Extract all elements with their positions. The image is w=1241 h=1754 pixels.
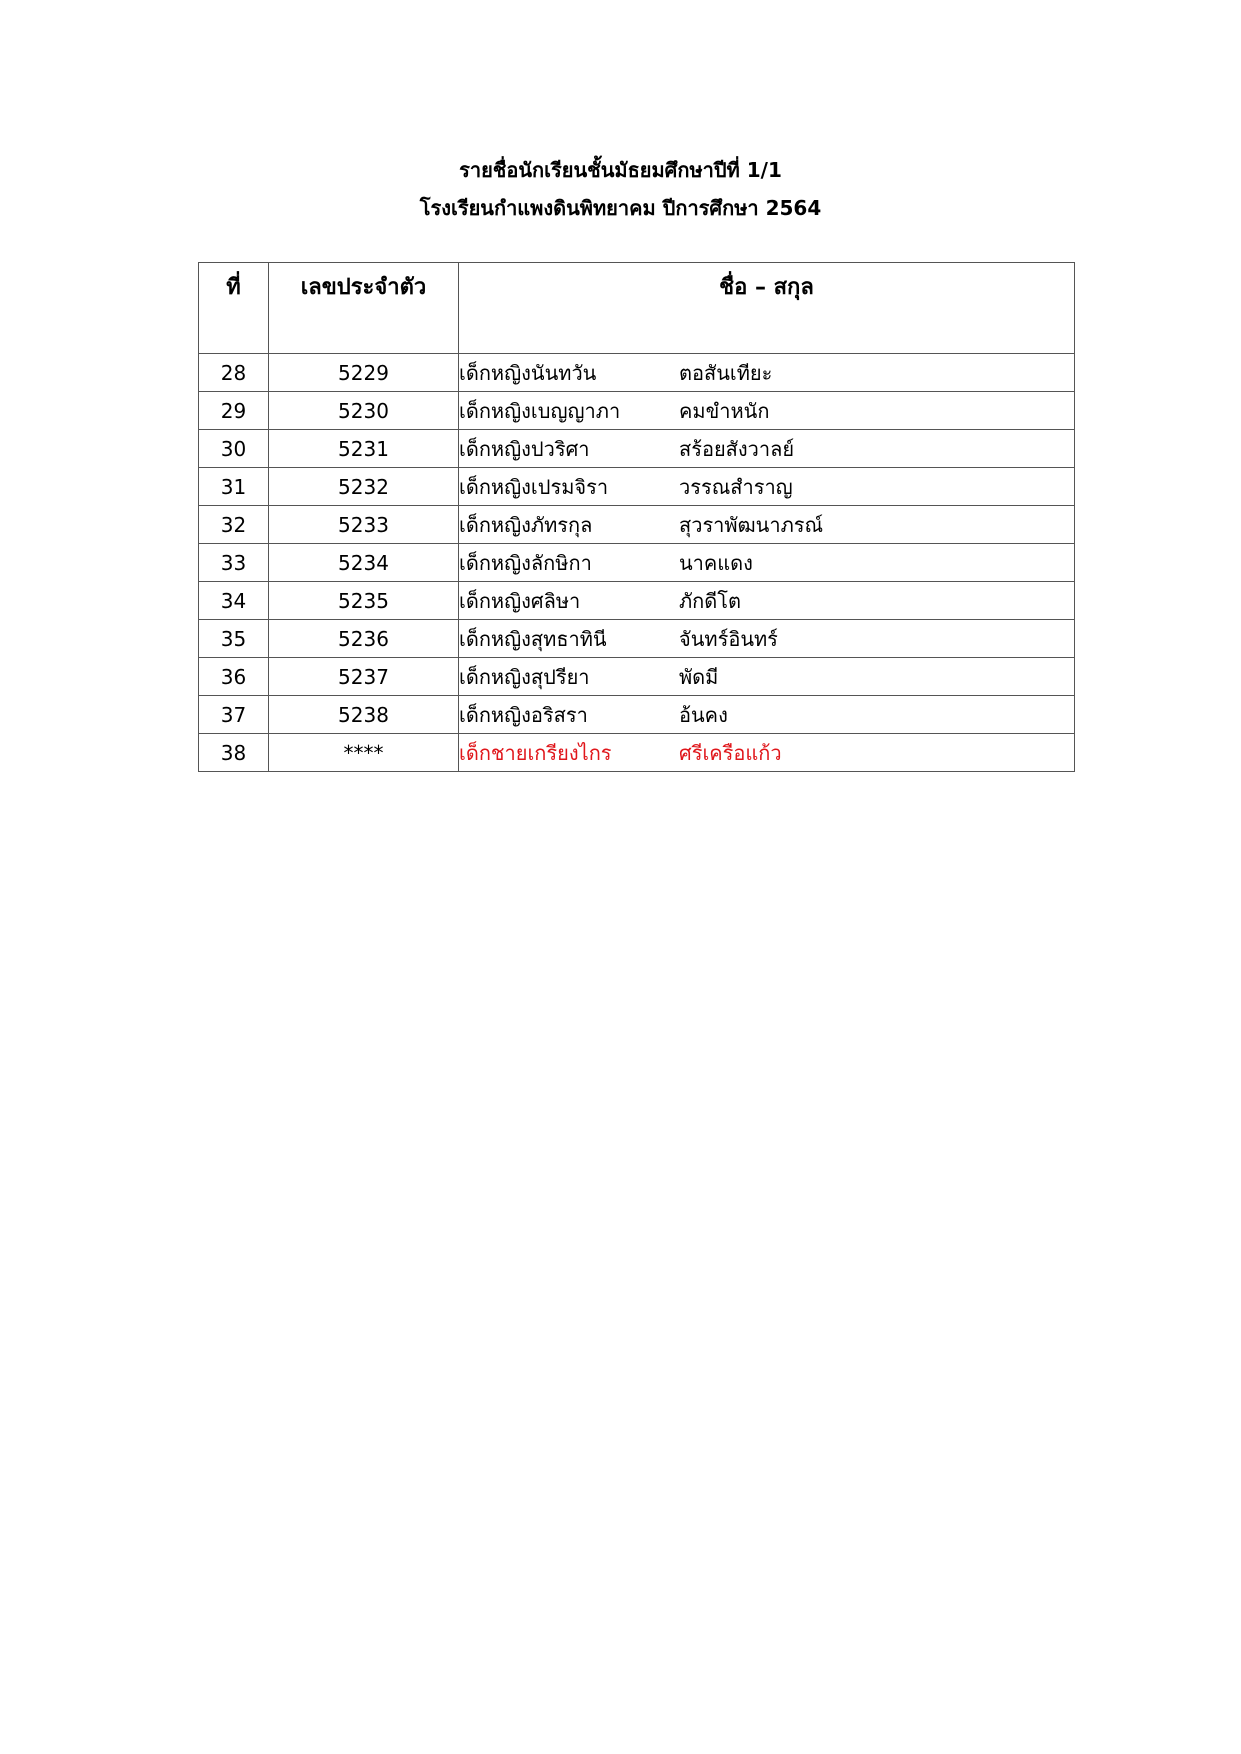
student-id: 5238	[269, 696, 459, 734]
row-number: 37	[199, 696, 269, 734]
student-name-cell	[459, 392, 1075, 430]
student-last-name: ภักดีโต	[679, 588, 742, 613]
student-id: ****	[269, 734, 459, 772]
student-name-cell	[459, 354, 1075, 392]
student-id: 5237	[269, 658, 459, 696]
student-name-cell	[459, 620, 1075, 658]
table-row	[199, 430, 1075, 468]
student-id: 5236	[269, 620, 459, 658]
student-last-name: คมขำหนัก	[679, 398, 770, 423]
student-first-name: เด็กหญิงสุทธาทินี	[459, 626, 607, 651]
table-row	[199, 354, 1075, 392]
student-last-name: ตอสันเทียะ	[679, 360, 773, 385]
row-number: 38	[199, 734, 269, 772]
student-name-cell	[459, 506, 1075, 544]
student-last-name: นาคแดง	[679, 550, 753, 575]
table-row	[199, 696, 1075, 734]
student-name-cell	[459, 544, 1075, 582]
student-last-name: ศรีเครือแก้ว	[679, 740, 782, 765]
row-number: 36	[199, 658, 269, 696]
student-last-name: พัดมี	[679, 664, 719, 689]
table-row	[199, 468, 1075, 506]
student-last-name: จันทร์อินทร์	[679, 626, 778, 651]
table-row	[199, 658, 1075, 696]
row-number: 28	[199, 354, 269, 392]
student-first-name: เด็กหญิงปวริศา	[459, 436, 590, 461]
student-first-name: เด็กหญิงศลิษา	[459, 588, 581, 613]
table-row	[199, 620, 1075, 658]
student-id: 5232	[269, 468, 459, 506]
student-id: 5230	[269, 392, 459, 430]
student-name-cell	[459, 468, 1075, 506]
row-number: 29	[199, 392, 269, 430]
student-first-name: เด็กหญิงเปรมจิรา	[459, 474, 609, 499]
row-number: 30	[199, 430, 269, 468]
row-number: 32	[199, 506, 269, 544]
table-header-row	[199, 263, 1075, 354]
student-id: 5234	[269, 544, 459, 582]
student-name-cell	[459, 430, 1075, 468]
student-first-name: เด็กหญิงอริสรา	[459, 702, 588, 727]
student-name-cell	[459, 658, 1075, 696]
student-last-name: วรรณสำราญ	[679, 474, 793, 499]
student-id: 5231	[269, 430, 459, 468]
row-number: 33	[199, 544, 269, 582]
row-number: 35	[199, 620, 269, 658]
student-last-name: สร้อยสังวาลย์	[679, 436, 795, 461]
student-first-name: เด็กหญิงลักษิกา	[459, 550, 592, 575]
student-name-cell	[459, 582, 1075, 620]
table-row	[199, 392, 1075, 430]
student-first-name: เด็กชายเกรียงไกร	[459, 740, 612, 765]
student-first-name: เด็กหญิงสุปรียา	[459, 664, 590, 689]
student-first-name: เด็กหญิงนันทวัน	[459, 360, 597, 385]
table-row	[199, 544, 1075, 582]
document-title: รายชื่อนักเรียนชั้นมัธยมศึกษาปีที่ 1/1	[459, 158, 782, 182]
student-first-name: เด็กหญิงภัทรกุล	[459, 512, 593, 537]
header-full-name: ชื่อ – สกุล	[459, 263, 1075, 354]
student-name-cell	[459, 734, 1075, 772]
row-number: 34	[199, 582, 269, 620]
header-student-id: เลขประจำตัว	[269, 263, 459, 354]
student-id: 5235	[269, 582, 459, 620]
student-id: 5229	[269, 354, 459, 392]
row-number: 31	[199, 468, 269, 506]
student-id: 5233	[269, 506, 459, 544]
student-last-name: อ้นคง	[679, 702, 728, 727]
table-row	[199, 734, 1075, 772]
document-subtitle: โรงเรียนกำแพงดินพิทยาคม ปีการศึกษา 2564	[419, 196, 822, 220]
student-first-name: เด็กหญิงเบญญาภา	[459, 398, 621, 423]
table-row	[199, 506, 1075, 544]
table-body	[199, 354, 1075, 772]
student-roster-table	[198, 262, 1075, 772]
table-row	[199, 582, 1075, 620]
header-number: ที่	[199, 263, 269, 354]
student-last-name: สุวราพัฒนาภรณ์	[679, 512, 824, 537]
student-name-cell	[459, 696, 1075, 734]
